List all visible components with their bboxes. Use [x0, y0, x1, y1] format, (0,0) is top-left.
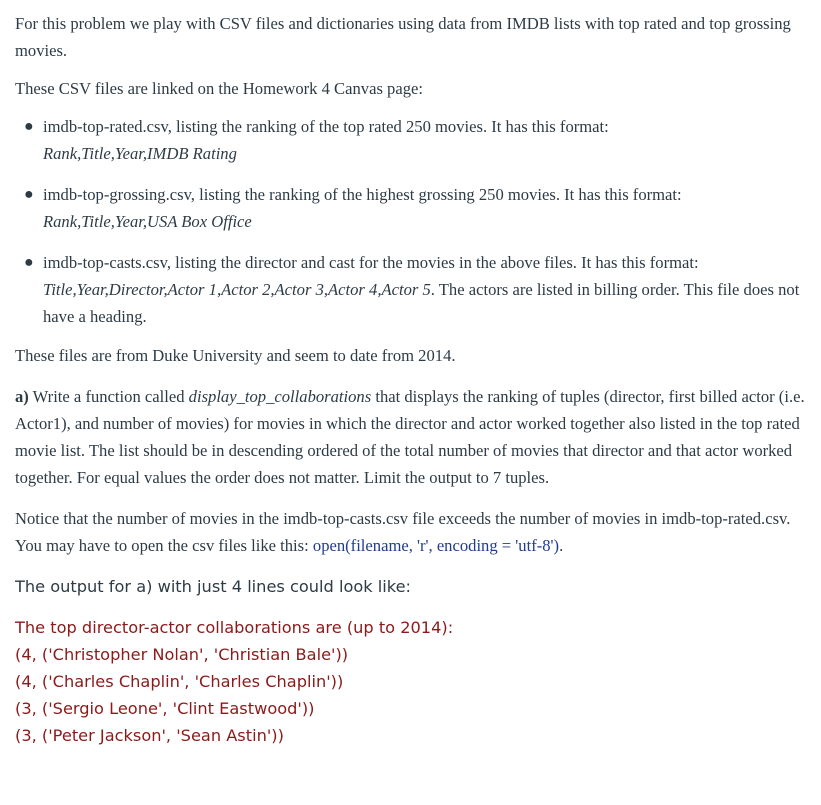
- file-format: Rank,Title,Year,USA Box Office: [43, 212, 252, 231]
- output-line: (4, ('Christopher Nolan', 'Christian Bale')): [15, 645, 349, 664]
- notice-text: Notice that the number of movies in the imdb-top-casts.csv file exceeds the number of movies in imdb-top-rated.csv. You may have to open the csv files like this:: [15, 509, 791, 555]
- list-item: [15, 249, 811, 330]
- list-item: [15, 113, 811, 167]
- notice-end: .: [559, 536, 564, 555]
- output-line: The top director-actor collaborations are (up to 2014):: [15, 618, 454, 637]
- file-format: Rank,Title,Year,IMDB Rating: [43, 144, 237, 163]
- notice-paragraph: [15, 505, 811, 559]
- file-description: imdb-top-casts.csv, listing the director and cast for the movies in the above files. It has this format:: [43, 253, 699, 272]
- bullet-icon: ●: [24, 186, 34, 203]
- output-line: (4, ('Charles Chaplin', 'Charles Chaplin')): [15, 672, 344, 691]
- list-item: [15, 181, 811, 235]
- output-line: (3, ('Peter Jackson', 'Sean Astin')): [15, 726, 284, 745]
- file-format-note: . The actors are listed in billing order. This file does not have a heading.: [43, 280, 800, 326]
- bullet-icon: ●: [24, 254, 34, 271]
- open-code-snippet: open(filename, 'r', encoding = 'utf-8'): [312, 536, 560, 555]
- intro-paragraph: For this problem we play with CSV files and dictionaries using data from IMDB lists with top rated and top grossing movies.: [15, 14, 791, 60]
- file-format: Title,Year,Director,Actor 1,Actor 2,Actor 3,Actor 4,Actor 5: [43, 280, 431, 299]
- part-a-post: that displays the ranking of tuples (director, first billed actor (i.e. Actor1), and number of movies) for movies in which the director and actor worked together also listed in the top rated movie list. The list should be in descending ordered of the total number of movies that director and that actor worked together. For equal values the order does not matter. Limit the output to 7 tuples.: [15, 387, 805, 487]
- bullet-icon: ●: [24, 118, 34, 135]
- assignment-content: [15, 10, 811, 749]
- output-line: (3, ('Sergio Leone', 'Clint Eastwood')): [15, 699, 315, 718]
- source-paragraph: These files are from Duke University and seem to date from 2014.: [15, 346, 456, 365]
- output-intro: The output for a) with just 4 lines could look like:: [15, 577, 411, 596]
- file-description: imdb-top-rated.csv, listing the ranking of the top rated 250 movies. It has this format:: [43, 117, 609, 136]
- part-a-pre: Write a function called: [28, 387, 189, 406]
- csv-file-list: [15, 113, 811, 330]
- part-a-label: a): [15, 387, 29, 406]
- function-name: display_top_collaborations: [188, 387, 372, 406]
- part-a-paragraph: [15, 383, 811, 491]
- sample-output: [15, 614, 811, 749]
- linked-files-paragraph: These CSV files are linked on the Homework 4 Canvas page:: [15, 79, 423, 98]
- file-description: imdb-top-grossing.csv, listing the ranking of the highest grossing 250 movies. It has this format:: [43, 185, 682, 204]
